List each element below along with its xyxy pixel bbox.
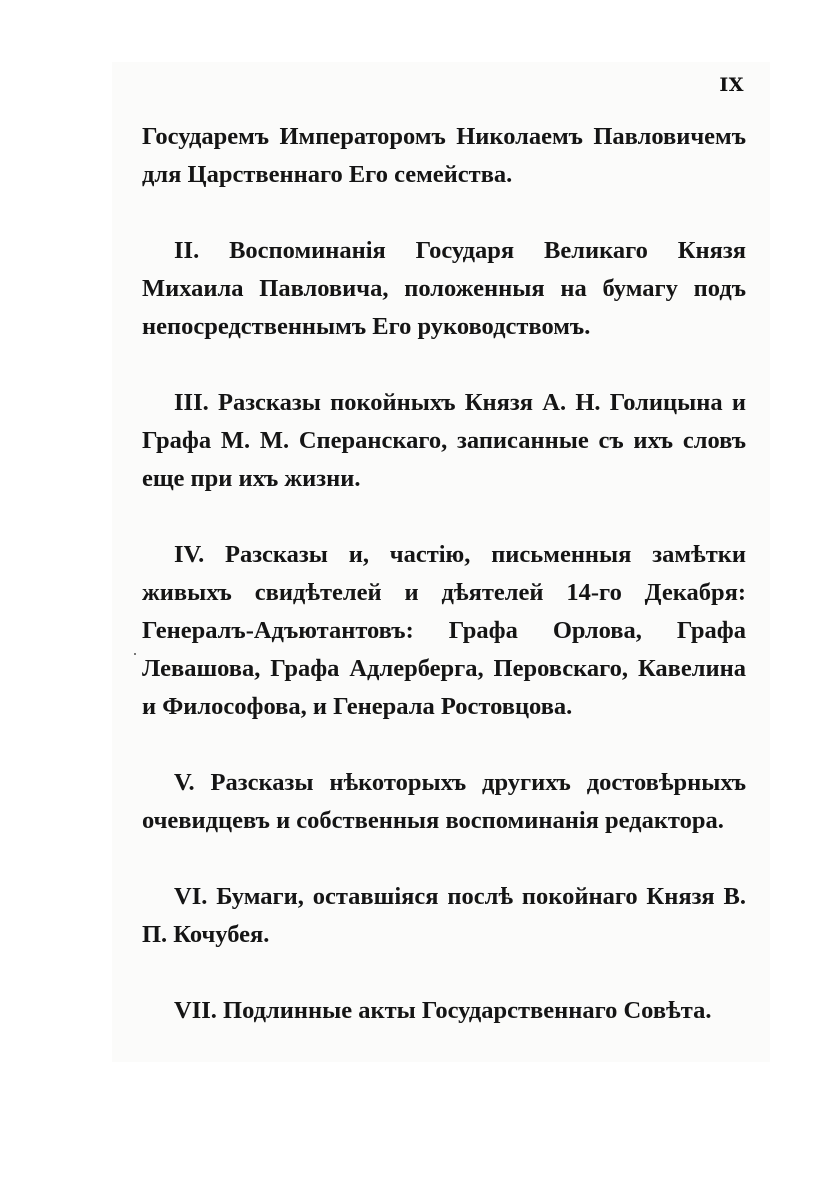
page-body xyxy=(142,118,746,1068)
paragraph-item-2: II. Воспоминанія Государя Великаго Князя Михаила Павловича, положенныя на бумагу подъ непосредственнымъ Его руководствомъ. xyxy=(142,237,746,340)
scan-speck xyxy=(134,653,136,655)
paragraph-item-4: IV. Разсказы и, частію, письменныя замѣтки живыхъ свидѣтелей и дѣятелей 14-го Декабря: Генералъ-Адъютантовъ: Графа Орлова, Графа Левашова, Графа Адлерберга, Перовскаго, Кавелина и Философова, и Генерала Ростовцова. xyxy=(142,541,746,720)
paragraph-item-6: VI. Бумаги, оставшіяся послѣ покойнаго Князя В. П. Кочубея. xyxy=(142,883,746,948)
book-page xyxy=(112,62,770,1062)
paragraph-continuation: Государемъ Императоромъ Николаемъ Павловичемъ для Царственнаго Его семейства. xyxy=(142,123,746,188)
paragraph-item-3: III. Разсказы покойныхъ Князя А. Н. Голицына и Графа М. М. Сперанскаго, записанные съ ихъ словъ еще при ихъ жизни. xyxy=(142,389,746,492)
page-number: IX xyxy=(719,74,744,96)
paragraph-item-5: V. Разсказы нѣкоторыхъ другихъ достовѣрныхъ очевидцевъ и собственныя воспоминанія редактора. xyxy=(142,769,746,834)
paragraph-item-7: VII. Подлинные акты Государственнаго Совѣта. xyxy=(174,997,712,1024)
